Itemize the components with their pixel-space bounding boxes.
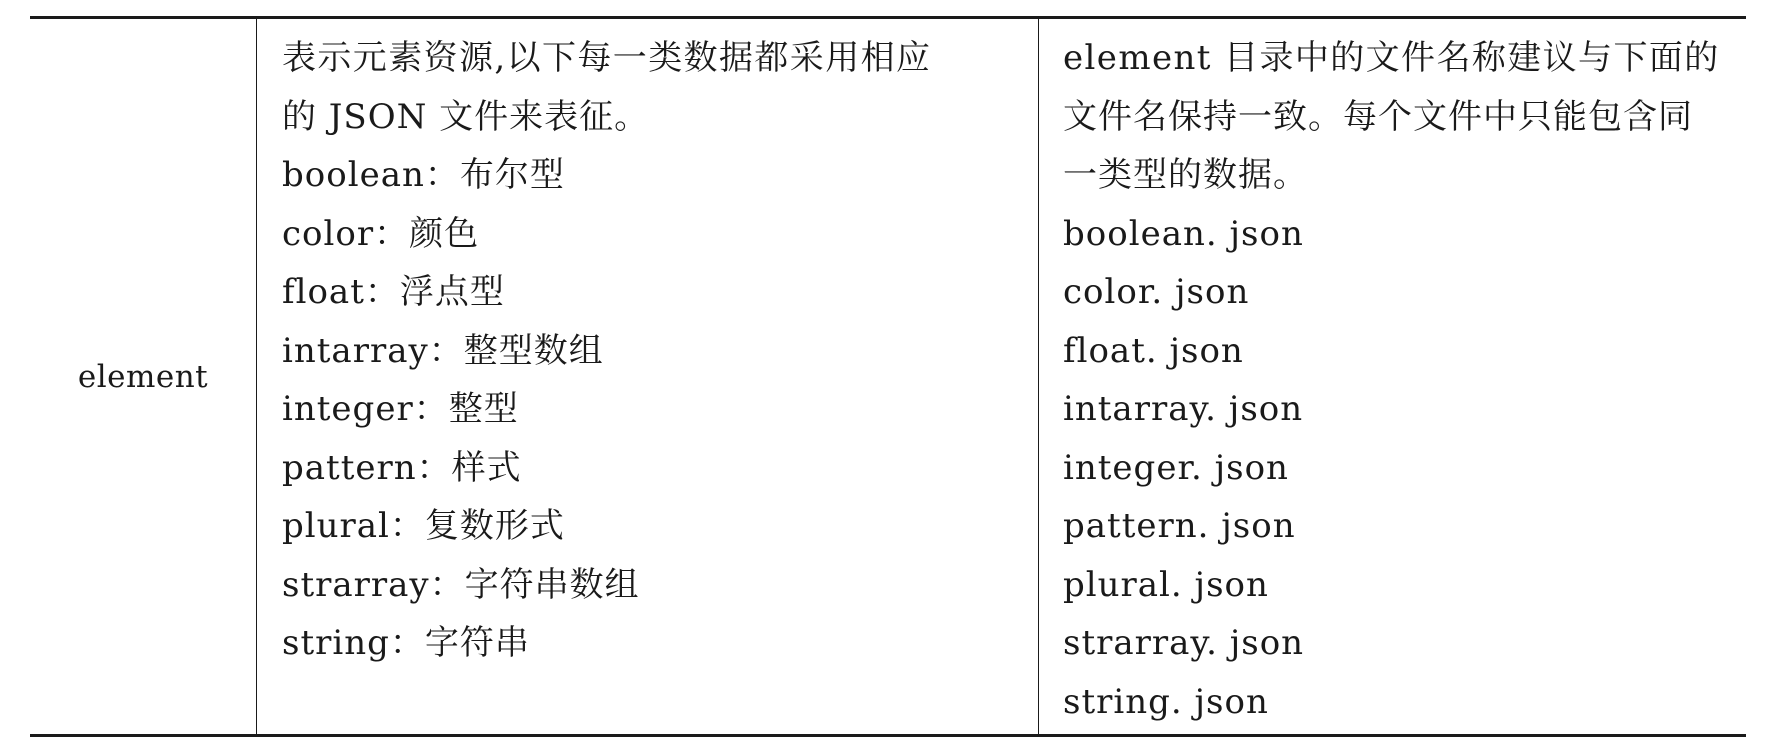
resource-description-cell	[257, 19, 1039, 734]
type-item: pattern：样式	[282, 447, 522, 488]
type-item: intarray：整型数组	[282, 330, 604, 371]
description-paragraph	[282, 29, 1024, 146]
type-item: float：浮点型	[282, 272, 505, 312]
file-name: pattern. json	[1063, 506, 1296, 546]
note-line: 文件名保持一致。每个文件中只能包含同	[1063, 96, 1693, 137]
resource-files-cell	[1039, 19, 1746, 734]
type-item: string：字符串	[282, 623, 530, 663]
file-name: intarray. json	[1063, 389, 1304, 429]
file-name: color. json	[1063, 272, 1250, 312]
file-name: integer. json	[1063, 447, 1289, 488]
file-name: string. json	[1063, 681, 1269, 722]
file-name: strarray. json	[1063, 623, 1305, 663]
type-list	[282, 146, 1024, 673]
resource-name: element	[77, 358, 209, 395]
resource-name-cell	[30, 19, 257, 734]
file-list	[1063, 205, 1736, 732]
file-name: boolean. json	[1063, 213, 1304, 254]
type-item: strarray：字符串数组	[282, 564, 640, 605]
description-line: 表示元素资源,以下每一类数据都采用相应	[282, 38, 932, 78]
type-item: boolean：布尔型	[282, 155, 565, 195]
description-line: 的 JSON 文件来表征。	[282, 96, 650, 137]
type-item: integer：整型	[282, 389, 519, 429]
resource-table	[30, 16, 1746, 737]
note-line: element 目录中的文件名称建议与下面的	[1063, 38, 1720, 78]
note-line: 一类型的数据。	[1063, 155, 1308, 195]
file-name: plural. json	[1063, 564, 1269, 605]
type-item: plural：复数形式	[282, 506, 565, 546]
note-paragraph	[1063, 29, 1736, 205]
type-item: color：颜色	[282, 213, 480, 254]
file-name: float. json	[1063, 330, 1244, 371]
